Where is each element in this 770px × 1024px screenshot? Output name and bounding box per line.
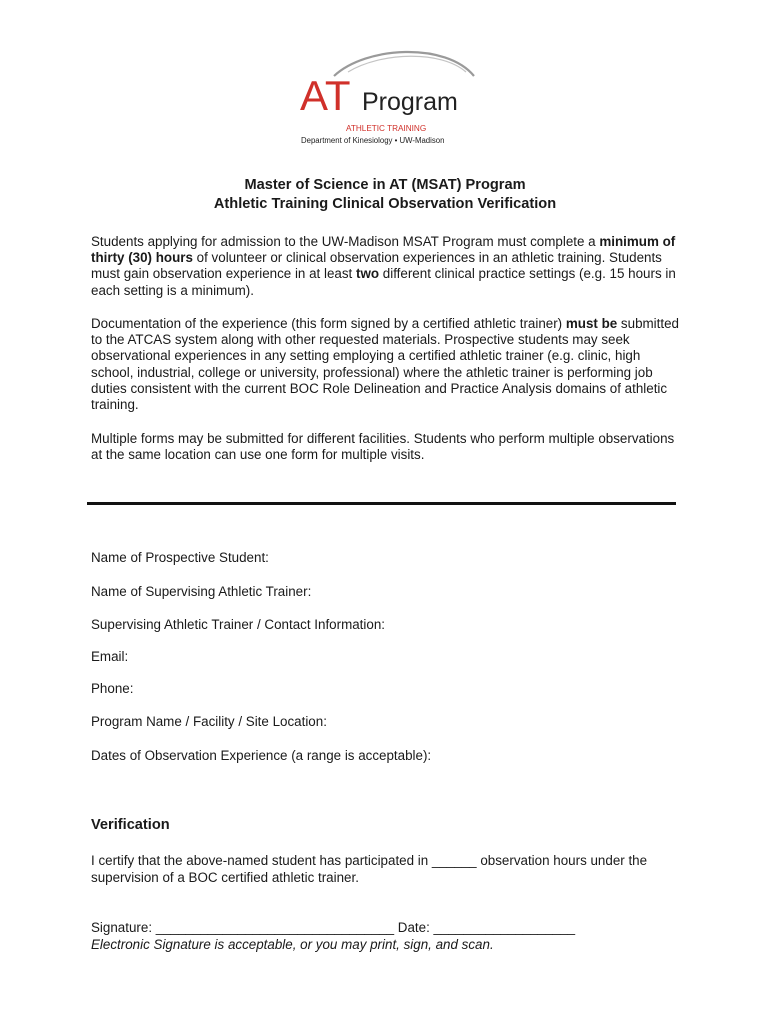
section-divider	[87, 502, 676, 505]
p1-text-c: of volunteer or clinical observation experiences in an athletic training. Students must gain observation experience in at least	[91, 250, 662, 282]
certification-statement[interactable]: I certify that the above-named student has participated in ______ observation hours under the supervision of a BOC certified athletic trainer.	[91, 853, 648, 885]
field-site-location[interactable]: Program Name / Facility / Site Location:	[91, 714, 327, 729]
intro-paragraph-multiple-forms: Multiple forms may be submitted for different facilities. Students who perform multiple observations at the same location can use one form for multiple visits.	[91, 431, 675, 463]
verification-heading: Verification	[91, 817, 170, 833]
field-supervisor-name[interactable]: Name of Supervising Athletic Trainer:	[91, 584, 312, 599]
p1-text-e: different clinical practice settings (e.g. 15 hours in each setting is a minimum).	[91, 266, 676, 298]
field-contact-information[interactable]: Supervising Athletic Trainer / Contact Information:	[91, 617, 385, 632]
field-email[interactable]: Email:	[91, 649, 129, 664]
electronic-signature-note: Electronic Signature is acceptable, or you may print, sign, and scan.	[91, 937, 494, 952]
page-title	[0, 176, 770, 214]
title-line-2: Athletic Training Clinical Observation Verification	[213, 196, 557, 212]
logo-graphic	[296, 42, 496, 152]
logo-brand-text: AT	[300, 72, 351, 119]
logo-subtitle-text: ATHLETIC TRAINING	[346, 124, 427, 133]
p2-text-c: submitted to the ATCAS system along with other requested materials. Prospective students may seek observational experiences in any setting employing a certified athletic trainer (e.g. clinic, high school, industrial, college or university, professional) where the athletic trainer is performing job duties consistent with the current BOC Role Delineation and Practice Analysis domains of athletic training.	[91, 316, 679, 413]
p2-text-a: Documentation of the experience (this form signed by a certified athletic trainer)	[91, 316, 566, 331]
p2-bold-must-be: must be	[565, 316, 618, 331]
p1-bold-two: two	[356, 266, 380, 282]
signature-date-line[interactable]: Signature: ________________________________ Date: ___________________	[91, 920, 576, 935]
at-program-logo	[296, 42, 496, 152]
field-phone[interactable]: Phone:	[91, 681, 134, 696]
logo-program-text: Program	[362, 88, 458, 116]
intro-paragraph-documentation	[91, 316, 681, 413]
p1-bold-hours: minimum of thirty (30) hours	[91, 234, 676, 266]
field-student-name[interactable]: Name of Prospective Student:	[91, 550, 269, 565]
field-observation-dates[interactable]: Dates of Observation Experience (a range is acceptable):	[91, 748, 432, 763]
p1-text-a: Students applying for admission to the UW-Madison MSAT Program must complete a	[91, 234, 600, 249]
logo-department-text: Department of Kinesiology • UW-Madison	[301, 136, 445, 145]
intro-paragraph-requirements	[91, 234, 681, 299]
title-line-1: Master of Science in AT (MSAT) Program	[244, 177, 526, 193]
